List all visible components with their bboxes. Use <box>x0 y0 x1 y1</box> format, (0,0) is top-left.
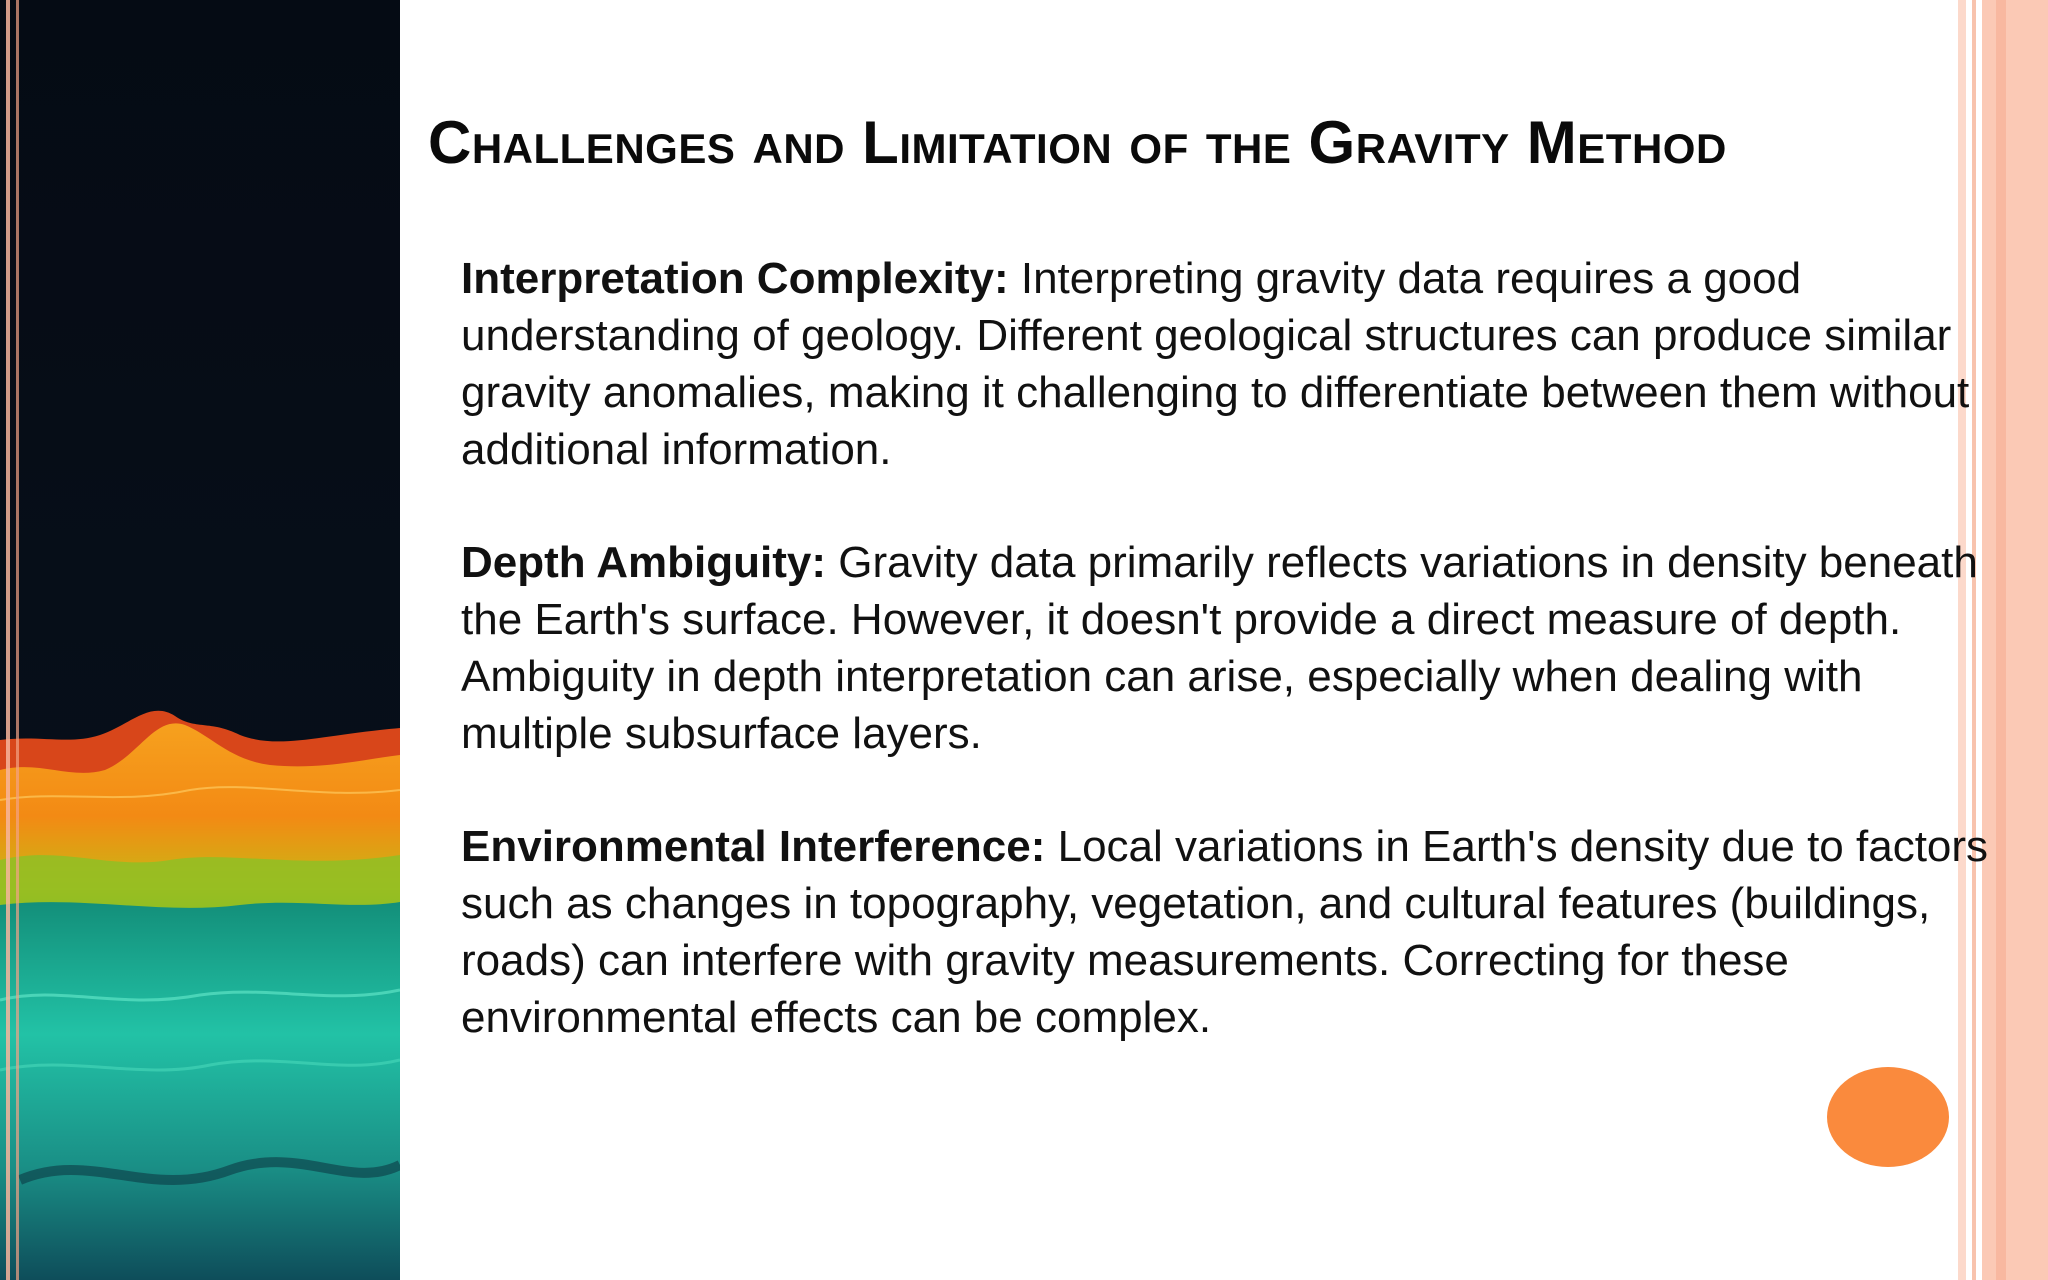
right-decorative-bar <box>1996 0 2006 1280</box>
paragraph-term: Interpretation Complexity: <box>461 254 1009 303</box>
paragraph-term: Depth Ambiguity: <box>461 538 826 587</box>
paragraph-depth-ambiguity <box>461 534 1991 762</box>
paragraph-text: Local variations in Earth's density due to factors such as changes in topography, vegetation, and cultural features (buildings, roads) can interfere with gravity measurements. Correcting for these environmental effects can be complex. <box>461 822 1989 1042</box>
slide-content <box>461 250 1991 1102</box>
landscape-illustration <box>0 0 400 1280</box>
paragraph-interpretation-complexity <box>461 250 1991 478</box>
gravity-field-landscape-image <box>0 0 400 1280</box>
slide-title: Challenges and Limitation of the Gravity Method <box>428 109 1727 176</box>
orange-circle-decoration <box>1827 1067 1949 1167</box>
paragraph-environmental-interference <box>461 818 1991 1046</box>
right-decorative-band <box>1982 0 2048 1280</box>
paragraph-term: Environmental Interference: <box>461 822 1046 871</box>
left-decorative-stripe <box>6 0 10 1280</box>
paragraph-text: Interpreting gravity data requires a good understanding of geology. Different geological structures can produce similar gravity anomalies, making it challenging to differentiate between them without additional information. <box>461 254 1970 474</box>
paragraph-text: Gravity data primarily reflects variations in density beneath the Earth's surface. However, it doesn't provide a direct measure of depth. Ambiguity in depth interpretation can arise, especially when dealing with multiple subsurface layers. <box>461 538 1978 758</box>
left-decorative-stripe-thin <box>16 0 19 1280</box>
